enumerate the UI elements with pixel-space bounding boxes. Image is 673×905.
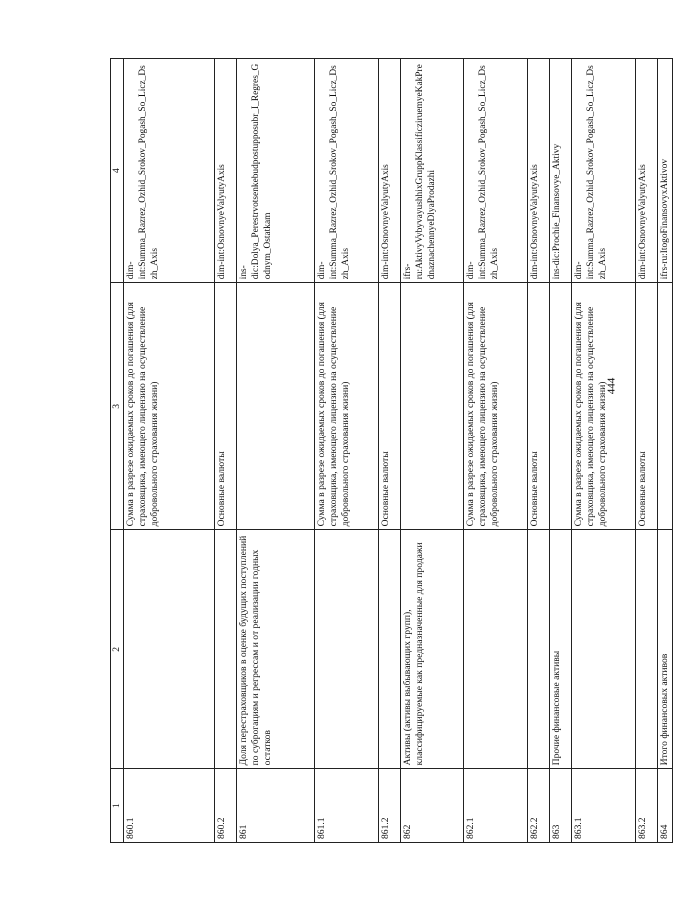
table-row [528,59,550,843]
cell-axis-description: Основные валюты [215,283,237,530]
table-row [658,59,673,843]
cell-number: 861.1 [315,769,379,843]
table-row [237,59,315,843]
cell-element-code: dim-int:Summa_Razrez_Ozhid_Srokov_Pogash_So_Licz_Dszh_Axis [315,59,379,283]
cell-number: 864 [658,769,673,843]
cell-element-code: dim-int:OsnovnyeValyutyAxis [528,59,550,283]
table-row [636,59,658,843]
cell-element-code: ins-dic:Dolya_Perestrvotsenkebudpostupposubr_I_Regres_Godnym_Ostatkam [237,59,315,283]
cell-element-code: dim-int:OsnovnyeValyutyAxis [215,59,237,283]
cell-indicator-name [636,530,658,769]
cell-indicator-name: Итого финансовых активов [658,530,673,769]
cell-axis-description [658,283,673,530]
cell-element-code: dim-int:OsnovnyeValyutyAxis [636,59,658,283]
data-table [110,58,673,843]
cell-element-code: dim-int:Summa_Razrez_Ozhid_Srokov_Pogash_So_Licz_Dszh_Axis [572,59,636,283]
cell-number: 863 [550,769,572,843]
cell-axis-description [237,283,315,530]
table-row [401,59,464,843]
cell-axis-description: Сумма в разрезе ожидаемых сроков до погашения (для страховщика, имеющего лицензию на осуществление добровольного страхования жизни) [464,283,528,530]
cell-axis-description: Основные валюты [636,283,658,530]
table-row [572,59,636,843]
cell-number: 862.1 [464,769,528,843]
table-row [464,59,528,843]
cell-number: 861.2 [379,769,401,843]
cell-axis-description: Основные валюты [528,283,550,530]
cell-axis-description: Сумма в разрезе ожидаемых сроков до погашения (для страховщика, имеющего лицензию на осуществление добровольного страхования жизни) [124,283,215,530]
cell-indicator-name [528,530,550,769]
table-row [124,59,215,843]
cell-element-code: ifrs-ru:ItogoFinansovyxAktivov [658,59,673,283]
cell-number: 863.2 [636,769,658,843]
cell-axis-description [401,283,464,530]
table-row [315,59,379,843]
cell-element-code: dim-int:Summa_Razrez_Ozhid_Srokov_Pogash_So_Licz_Dszh_Axis [464,59,528,283]
cell-indicator-name [572,530,636,769]
header-col-2: 2 [111,530,124,769]
cell-indicator-name [124,530,215,769]
table-row [215,59,237,843]
cell-element-code: dim-int:OsnovnyeValyutyAxis [379,59,401,283]
cell-number: 860.1 [124,769,215,843]
page-number: 444 [605,377,618,395]
header-col-3: 3 [111,283,124,530]
cell-element-code: ifrs-ru:AktivyVybyvayushhixGruppKlassificziruemyeKakPrednaznachennyeDlyaProdazhi [401,59,464,283]
cell-number: 862.2 [528,769,550,843]
cell-number: 860.2 [215,769,237,843]
cell-element-code: dim-int:Summa_Razrez_Ozhid_Srokov_Pogash_So_Licz_Dszh_Axis [124,59,215,283]
cell-axis-description: Основные валюты [379,283,401,530]
cell-axis-description [550,283,572,530]
table-row [550,59,572,843]
cell-indicator-name [464,530,528,769]
cell-indicator-name: Прочие финансовые активы [550,530,572,769]
table-row [379,59,401,843]
cell-number: 863.1 [572,769,636,843]
cell-indicator-name [215,530,237,769]
cell-axis-description: Сумма в разрезе ожидаемых сроков до погашения (для страховщика, имеющего лицензию на осуществление добровольного страхования жизни) [572,283,636,530]
header-col-1: 1 [111,769,124,843]
header-col-4: 4 [111,59,124,283]
cell-indicator-name [379,530,401,769]
cell-number: 861 [237,769,315,843]
cell-axis-description: Сумма в разрезе ожидаемых сроков до погашения (для страховщика, имеющего лицензию на осуществление добровольного страхования жизни) [315,283,379,530]
cell-element-code: ins-dic:Prochie_Finansovye_Aktivy [550,59,572,283]
cell-indicator-name [315,530,379,769]
cell-indicator-name: Активы (активы выбывающих групп), классифицируемые как предназначенные для продажи [401,530,464,769]
header-row [111,59,124,843]
cell-indicator-name: Доля перестраховщиков в оценке будущих поступлений по суброгациям и регрессам и от реализации годных остатков [237,530,315,769]
cell-number: 862 [401,769,464,843]
